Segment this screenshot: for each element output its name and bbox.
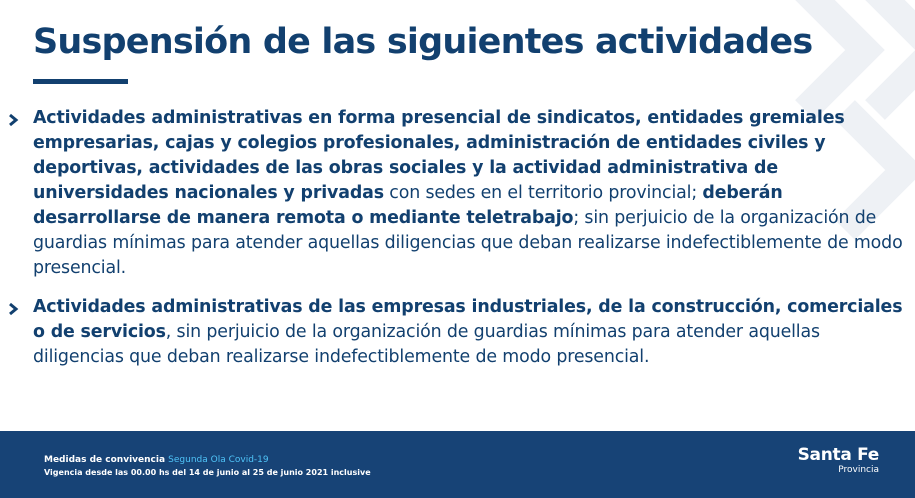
footer-bar xyxy=(0,431,915,498)
brand-subtitle: Provincia xyxy=(838,465,879,475)
bullet-1-bold-part2: deberán desarrollarse de manera remota o mediante teletrabajo xyxy=(33,183,783,228)
chevron-right-icon xyxy=(8,302,20,316)
bullet-1-normal-part1: con sedes en el territorio provincial; xyxy=(383,183,703,203)
chevron-right-icon xyxy=(8,113,20,127)
footer-campaign-subtitle: Segunda Ola Covid-19 xyxy=(168,455,269,465)
footer-campaign xyxy=(44,455,269,465)
bullet-text-2 xyxy=(33,295,903,370)
bullet-2-normal-part1: , sin perjuicio de la organización de guardias mínimas para atender aquellas diligencias que deban realizarse indefectiblemente de modo presencial. xyxy=(33,322,820,367)
bullet-1-normal-part2: ; sin perjuicio de la organización de guardias mínimas para atender aquellas diligencias que deban realizarse indefectiblemente de modo presencial. xyxy=(33,208,903,278)
brand-name: Santa Fe xyxy=(797,445,879,465)
bullet-2-bold-part1: Actividades administrativas de las empresas industriales, de la construcción, comerciales o de servicios xyxy=(33,297,903,342)
bullet-text-1 xyxy=(33,106,903,281)
footer-campaign-title: Medidas de convivencia xyxy=(44,455,166,465)
title-underline xyxy=(33,79,128,84)
footer-validity: Vigencia desde las 00.00 hs del 14 de junio al 25 de junio 2021 inclusive xyxy=(44,468,371,477)
bullet-1-bold-part1: Actividades administrativas en forma presencial de sindicatos, entidades gremiales empresarias, cajas y colegios profesionales, administración de entidades civiles y deportivas, actividades de las obras sociales y la actividad administrativa de universidades nacionales y privadas xyxy=(33,108,845,203)
brand-logo xyxy=(798,445,879,475)
page-title: Suspensión de las siguientes actividades xyxy=(33,22,813,62)
